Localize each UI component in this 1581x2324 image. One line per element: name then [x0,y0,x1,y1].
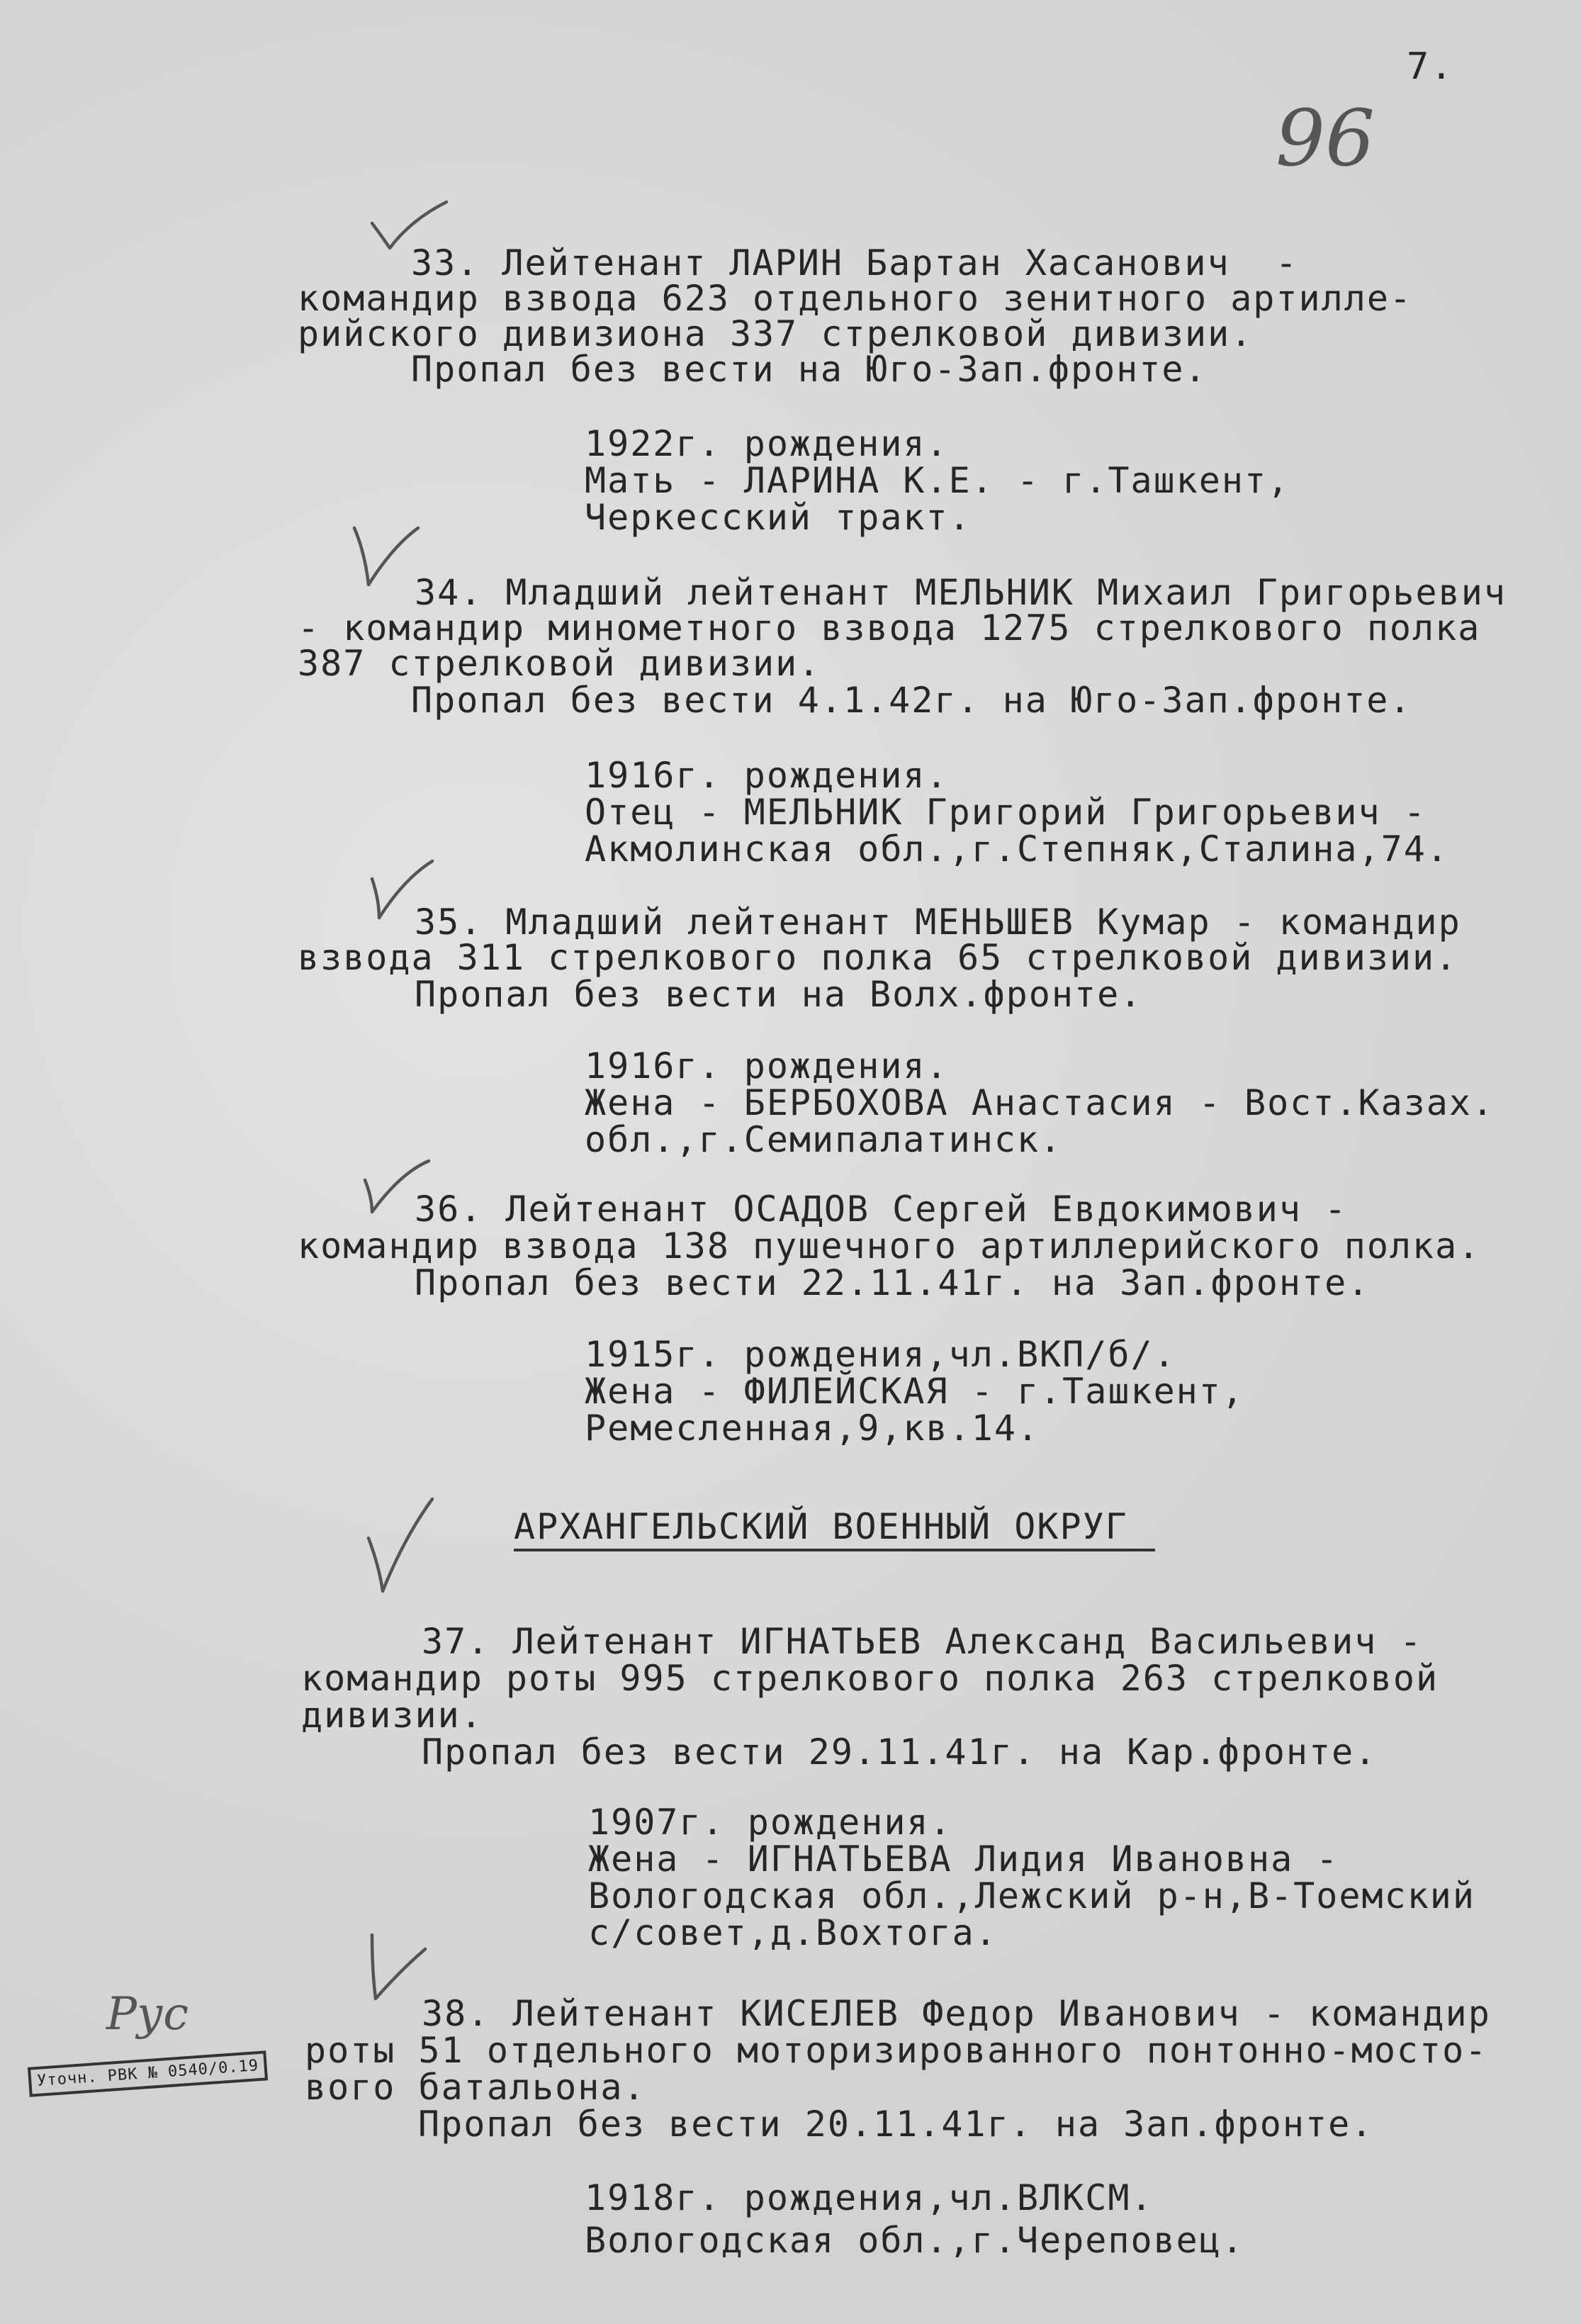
entry-detail: 1915г. рождения,чл.ВКП/б/. [585,1334,1176,1375]
page-number: 7. [1407,45,1454,88]
entry-detail: 1918г. рождения,чл.ВЛКСМ. [585,2177,1154,2218]
margin-signature: Рус [106,1988,189,2040]
entry-line: Пропал без вести 22.11.41г. на Зап.фронте. [415,1262,1371,1303]
entry-detail: Мать - ЛАРИНА К.Е. - г.Ташкент, [585,460,1290,501]
entry-line: 38. Лейтенант КИСЕЛЕВ Федор Иванович - командир [422,1993,1491,2034]
entry-detail: 1916г. рождения. [585,1045,949,1087]
entry-detail: 1907г. рождения. [588,1802,952,1843]
entry-detail: Вологодская обл.,Лежский р-н,В-Тоемский [588,1875,1475,1916]
entry-line: командир роты 995 стрелкового полка 263 стрелковой [301,1658,1439,1699]
section-heading: АРХАНГЕЛЬСКИЙ ВОЕННЫЙ ОКРУГ [514,1506,1128,1547]
entry-line: командир взвода 623 отдельного зенитного артилле- [298,278,1413,319]
entry-line: командир взвода 138 пушечного артиллерийского полка. [298,1225,1481,1267]
entry-detail: Жена - БЕРБОХОВА Анастасия - Вост.Казах. [585,1082,1495,1123]
entry-line: дивизии. [301,1695,483,1736]
entry-line: Пропал без вести на Волх.фронте. [415,974,1143,1015]
entry-line: - командир минометного взвода 1275 стрелкового полка [298,607,1481,649]
entry-line: Пропал без вести 4.1.42г. на Юго-Зап.фронте. [411,680,1412,721]
entry-line: 34. Младший лейтенант МЕЛЬНИК Михаил Григорьевич [415,572,1507,613]
correction-stamp: Уточн. РВК № 0540/0.19 [28,2050,269,2096]
entry-detail: Черкесский тракт. [585,497,972,538]
entry-line: роты 51 отдельного моторизированного понтонно-мосто- [305,2030,1488,2071]
entry-detail: Ремесленная,9,кв.14. [585,1408,1040,1449]
entry-detail: Жена - ИГНАТЬЕВА Лидия Ивановна - [588,1839,1339,1880]
entry-detail: с/совет,д.Вохтога. [588,1912,998,1953]
archive-folio-number: 96 [1276,93,1375,184]
entry-detail: Жена - ФИЛЕЙСКАЯ - г.Ташкент, [585,1371,1244,1412]
entry-detail: обл.,г.Семипалатинск. [585,1119,1063,1160]
entry-line: 37. Лейтенант ИГНАТЬЕВ Александ Васильевич - [422,1621,1423,1662]
entry-line: рийского дивизиона 337 стрелковой дивизии. [298,313,1254,354]
entry-detail: Вологодская обл.,г.Череповец. [585,2220,1244,2261]
entry-line: 387 стрелковой дивизии. [298,643,821,684]
entry-line: Пропал без вести на Юго-Зап.фронте. [411,349,1208,390]
entry-line: Пропал без вести 29.11.41г. на Кар.фронте. [422,1731,1378,1773]
check-mark-icon [340,517,425,595]
entry-detail: Отец - МЕЛЬНИК Григорий Григорьевич - [585,792,1427,833]
entry-line: 33. Лейтенант ЛАРИН Бартан Хасанович - [411,242,1298,284]
entry-line: 35. Младший лейтенант МЕНЬШЕВ Кумар - командир [415,902,1461,943]
entry-detail: 1922г. рождения. [585,423,949,464]
entry-detail: Акмолинская обл.,г.Степняк,Сталина,74. [585,829,1449,870]
entry-line: взвода 311 стрелкового полка 65 стрелковой дивизии. [298,937,1458,978]
entry-detail: 1916г. рождения. [585,755,949,796]
entry-line: Пропал без вести 20.11.41г. на Зап.фронте. [418,2104,1374,2145]
section-heading-underline [514,1549,1155,1551]
entry-line: 36. Лейтенант ОСАДОВ Сергей Евдокимович - [415,1189,1348,1230]
check-mark-icon [354,1495,454,1595]
entry-line: вого батальона. [305,2067,646,2108]
